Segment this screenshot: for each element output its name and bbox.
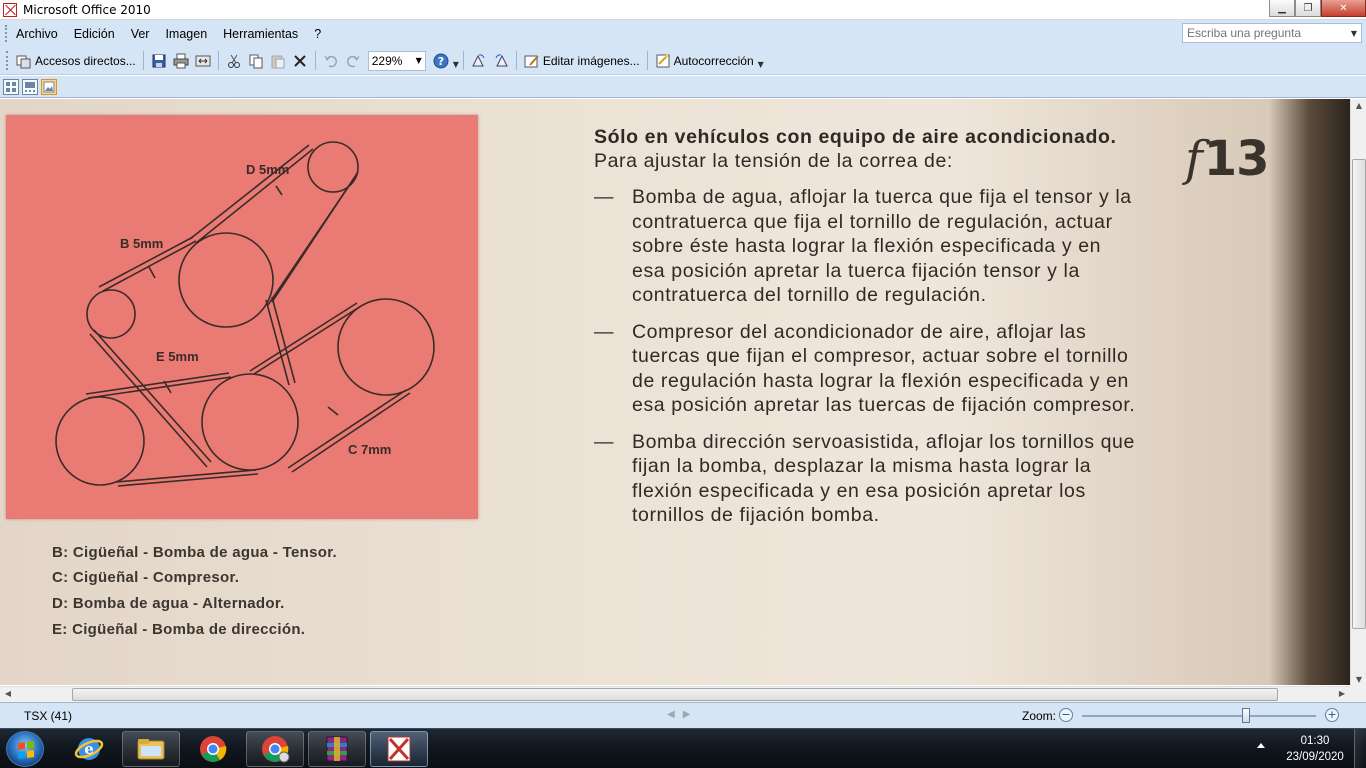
instruction-item (594, 430, 1139, 528)
label-d: D 5mm (246, 162, 290, 177)
compress-button[interactable] (192, 50, 214, 72)
crankshaft-pulley (202, 374, 298, 470)
toolbar-overflow-icon[interactable]: ▼ (452, 60, 459, 69)
taskbar-winrar[interactable] (308, 731, 366, 767)
delete-button[interactable] (289, 50, 311, 72)
window-controls (1269, 0, 1366, 18)
internet-explorer-icon (74, 734, 104, 764)
belt-e-inner (86, 373, 258, 486)
help-question-icon (433, 53, 449, 69)
horizontal-scroll-thumb[interactable] (72, 688, 1278, 701)
thumbnail-view-button[interactable] (3, 79, 19, 95)
toolbar-separator (143, 51, 144, 70)
horizontal-scrollbar[interactable] (0, 686, 1350, 702)
water-pump-pulley (179, 233, 273, 327)
clock-time: 01:30 (1300, 735, 1330, 747)
toolbar-grip[interactable] (6, 51, 9, 70)
belt-b-side (266, 297, 295, 385)
compressor-pulley (338, 299, 434, 395)
undo-button[interactable] (320, 50, 342, 72)
vertical-scroll-thumb[interactable] (1352, 159, 1366, 629)
badge-prefix: f (1185, 131, 1202, 187)
menu-bar (0, 20, 1366, 47)
folder-icon (136, 736, 166, 762)
system-clock[interactable] (1280, 733, 1350, 765)
show-hidden-icons-icon[interactable] (1257, 743, 1265, 748)
rotate-left-icon (471, 53, 487, 69)
scrollbar-corner (1350, 686, 1366, 702)
chrome-profile-icon (260, 734, 290, 764)
rotate-right-icon (493, 53, 509, 69)
standard-toolbar (0, 47, 1366, 75)
zoom-label: Zoom: (1022, 709, 1057, 723)
caption-b: B: Cigüeñal - Bomba de agua - Tensor. (52, 544, 338, 561)
paste-button[interactable] (267, 50, 289, 72)
edit-pictures-button[interactable] (521, 50, 643, 72)
print-button[interactable] (170, 50, 192, 72)
vertical-scrollbar[interactable] (1350, 99, 1366, 686)
paste-icon (270, 53, 286, 69)
belt-diagram (6, 115, 478, 519)
intro-paragraph (594, 125, 1139, 173)
steering-pump-pulley (56, 397, 144, 485)
filmstrip-view-button[interactable] (22, 79, 38, 95)
windows-logo-icon (18, 741, 34, 759)
navigation-arrows[interactable]: ◀▶ (667, 709, 699, 720)
menu-edicion[interactable]: Edición (73, 26, 115, 41)
rotate-left-button[interactable] (468, 50, 490, 72)
redo-button[interactable] (342, 50, 364, 72)
status-bar (0, 702, 1366, 728)
menu-archivo[interactable]: Archivo (16, 26, 58, 41)
autocorrect-button[interactable] (652, 50, 757, 72)
scissors-icon (226, 53, 242, 69)
taskbar-chrome[interactable] (184, 731, 242, 767)
single-picture-icon (43, 81, 55, 93)
menu-help[interactable]: ? (314, 26, 322, 41)
item-dash: — (594, 186, 615, 208)
picture-manager-icon (384, 734, 414, 764)
autocorrect-icon (655, 53, 671, 69)
item-text: Compresor del acondicionador de aire, aflojar las tuercas que fijan el compresor, actuar sobre el tornillo de regulación hasta lograr la flexión especificada y en esa posición apretar las tuercas de fijación compresor. (632, 320, 1136, 416)
taskbar-file-explorer[interactable] (122, 731, 180, 767)
zoom-in-icon[interactable]: + (1325, 708, 1339, 722)
undo-icon (323, 53, 339, 69)
taskbar-internet-explorer[interactable] (60, 731, 118, 767)
scanned-page (0, 99, 1350, 685)
menu-ver[interactable]: Ver (130, 26, 150, 41)
zoom-slider-track[interactable] (1082, 715, 1316, 717)
view-toolbar (0, 76, 1366, 98)
caption-e: E: Cigüeñal - Bomba de dirección. (52, 621, 306, 638)
zoom-combobox[interactable] (368, 51, 426, 71)
menu-herramientas[interactable]: Herramientas (223, 26, 299, 41)
toolbar-separator (516, 51, 517, 70)
toolbar-overflow-icon[interactable]: ▼ (757, 60, 764, 69)
badge-number: 13 (1203, 131, 1269, 187)
item-text: Bomba dirección servoasistida, aflojar los tornillos que fijan la bomba, desplazar la misma hasta lograr la flexión especificada y en esa posición apretar los tornillos de fijación bomba. (632, 430, 1135, 526)
scroll-right-icon[interactable]: ▶ (1338, 689, 1346, 698)
caption-d: D: Bomba de agua - Alternador. (52, 595, 285, 612)
belt-diagram-panel (6, 115, 478, 519)
rotate-right-button[interactable] (490, 50, 512, 72)
section-badge (1185, 131, 1269, 187)
toolbar-separator (218, 51, 219, 70)
compress-pictures-icon (195, 53, 211, 69)
item-dash: — (594, 430, 615, 453)
instruction-item (594, 320, 1139, 418)
restore-button[interactable]: ❐ (1295, 0, 1321, 17)
copy-button[interactable] (245, 50, 267, 72)
help-button[interactable] (430, 50, 452, 72)
instructions-text (594, 125, 1139, 528)
label-e: E 5mm (156, 349, 199, 364)
show-desktop-button[interactable] (1354, 729, 1366, 768)
toolbar-separator (315, 51, 316, 70)
delete-x-icon (292, 53, 308, 69)
taskbar-chrome-2[interactable] (246, 731, 304, 767)
close-button[interactable]: ✕ (1321, 0, 1366, 17)
caption-c: C: Cigüeñal - Compresor. (52, 569, 240, 586)
start-button[interactable] (6, 731, 44, 767)
picture-manager-app-icon[interactable] (3, 3, 17, 17)
label-c: C 7mm (348, 442, 392, 457)
label-b: B 5mm (120, 236, 164, 251)
scroll-down-icon[interactable]: ▼ (1355, 675, 1363, 684)
picture-viewer[interactable] (0, 99, 1350, 685)
scroll-left-icon[interactable]: ◀ (4, 689, 12, 698)
svg-text:e: e (84, 740, 94, 758)
copy-icon (248, 53, 264, 69)
save-icon (151, 53, 167, 69)
filmstrip-icon (24, 81, 36, 93)
title-bar (0, 0, 1366, 20)
minimize-button[interactable]: ▁ (1269, 0, 1295, 17)
taskbar-picture-manager[interactable] (370, 731, 428, 767)
ask-question-box (1182, 23, 1362, 43)
cut-button[interactable] (223, 50, 245, 72)
print-icon (173, 53, 189, 69)
ask-dropdown-icon[interactable]: ▼ (1350, 28, 1358, 38)
instruction-item (594, 185, 1139, 308)
ask-question-input[interactable] (1183, 24, 1347, 42)
clock-date: 23/09/2020 (1286, 751, 1344, 763)
winrar-icon (322, 734, 352, 764)
autocorrect-label: Autocorrección (673, 53, 754, 68)
windows-taskbar (0, 728, 1366, 768)
accesos-directos-button[interactable] (13, 50, 139, 72)
item-text: Bomba de agua, aflojar la tuerca que fija el tensor y la contratuerca que fija el tornillo de regulación, actuar sobre éste hasta lograr la flexión especificada y en esa posición apretar la tuerca fijación tensor y la contratuerca del tornillo de regulación. (632, 186, 1132, 306)
window-title: Microsoft Office 2010 (23, 2, 151, 17)
single-picture-view-button[interactable] (41, 79, 57, 95)
chrome-icon (198, 734, 228, 764)
svg-text:?: ? (437, 54, 444, 68)
toolbar-separator (647, 51, 648, 70)
intro-bold: Sólo en vehículos con equipo de aire acondicionado. (594, 126, 1117, 148)
zoom-combobox-value: 229% (371, 53, 403, 68)
file-status-text: TSX (41) (24, 708, 73, 723)
intro-rest: Para ajustar la tensión de la correa de: (594, 150, 953, 172)
edit-pictures-label: Editar imágenes... (542, 53, 640, 68)
edit-pictures-icon (524, 53, 540, 69)
thumbnails-icon (5, 81, 17, 93)
accesos-directos-label: Accesos directos... (35, 53, 136, 68)
redo-icon (345, 53, 361, 69)
shortcuts-icon (16, 53, 32, 69)
menu-imagen[interactable]: Imagen (165, 26, 208, 41)
scroll-up-icon[interactable]: ▲ (1355, 101, 1363, 110)
item-dash: — (594, 320, 615, 343)
toolbar-separator (463, 51, 464, 70)
save-button[interactable] (148, 50, 170, 72)
chevron-down-icon[interactable]: ▼ (415, 56, 422, 65)
zoom-slider-thumb[interactable] (1242, 708, 1250, 723)
zoom-out-icon[interactable]: − (1059, 708, 1073, 722)
